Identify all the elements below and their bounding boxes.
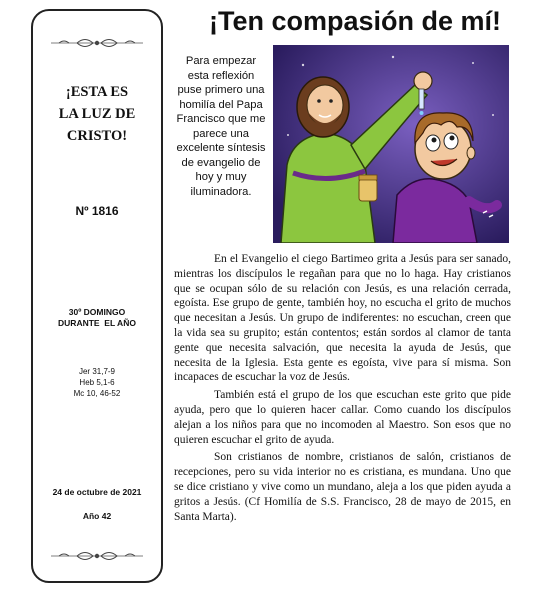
issue-year: Año 42 <box>82 511 112 521</box>
liturgical-sunday <box>33 307 161 329</box>
issue-number: Nº 1816 <box>75 204 119 218</box>
ornament-divider-top <box>47 36 147 50</box>
sunday-line: DURANTE EL AÑO <box>58 318 136 328</box>
readings-list <box>33 366 161 399</box>
article-paragraph: También está el grupo de los que escuchan este grito que pide ayuda, pero que lo quieren hacer callar. Como cuando los discípulos alejan a los niños para que no incomoden al Maestro. Son esos que no quieren escuchar el grito de ayuda. <box>174 389 511 446</box>
sidebar-panel <box>31 9 163 583</box>
article-title: ¡Ten compasión de mí! <box>208 6 502 36</box>
reading-item: Mc 10, 46-52 <box>73 389 121 398</box>
issue-date: 24 de octubre de 2021 <box>52 487 142 497</box>
article-paragraph: Son cristianos de nombre, cristianos de salón, cristianos de recepciones, pero su vida interior no es cristiana, es mundana. Uno que se dice cristiano y vive como un mundano, aleja a los que piden ayuda a gritos a Jesús. (Cf Homilía de S.S. Francisco, 28 de mayo de 2015, en Santa Marta). <box>174 451 511 523</box>
jesus-healing-illustration <box>273 45 509 243</box>
intro-blurb: Para empezar esta reflexión puse primero una homilía del Papa Francisco que me parece una excelente síntesis de evangelio de hoy y muy iluminadora. <box>176 55 266 198</box>
motto-line: ¡ESTA ES <box>65 84 129 100</box>
reading-item: Jer 31,7-9 <box>78 367 116 376</box>
article-body <box>174 252 511 527</box>
sidebar-motto <box>33 81 161 147</box>
reading-item: Heb 5,1-6 <box>79 378 115 387</box>
article-paragraph: En el Evangelio el ciego Bartimeo grita a Jesús para ser sanado, mientras los discípulos le regañan para que no lo haga. Hay cristianos que se ocupan sólo de su relación con Jesús, es una relación cerrada, egoísta. Ese grupo de gente, también hoy, no escucha el grito de muchos que necesitan a Jesús. Un grupo de indiferentes: no escuchan, creen que la vida sea su grupito; están contentos; están sordos al clamor de tanta gente que necesita salvación, que necesita la ayuda de Jesús, que necesita de la Iglesia. Esta gente es egoísta, vive para sí misma. Son incapaces de escuchar la voz de Jesús. <box>174 253 511 384</box>
motto-line: LA LUZ DE <box>58 106 136 122</box>
motto-line: CRISTO! <box>66 128 128 144</box>
ornament-divider-bottom <box>47 549 147 563</box>
sunday-line: 30º DOMINGO <box>68 307 126 317</box>
